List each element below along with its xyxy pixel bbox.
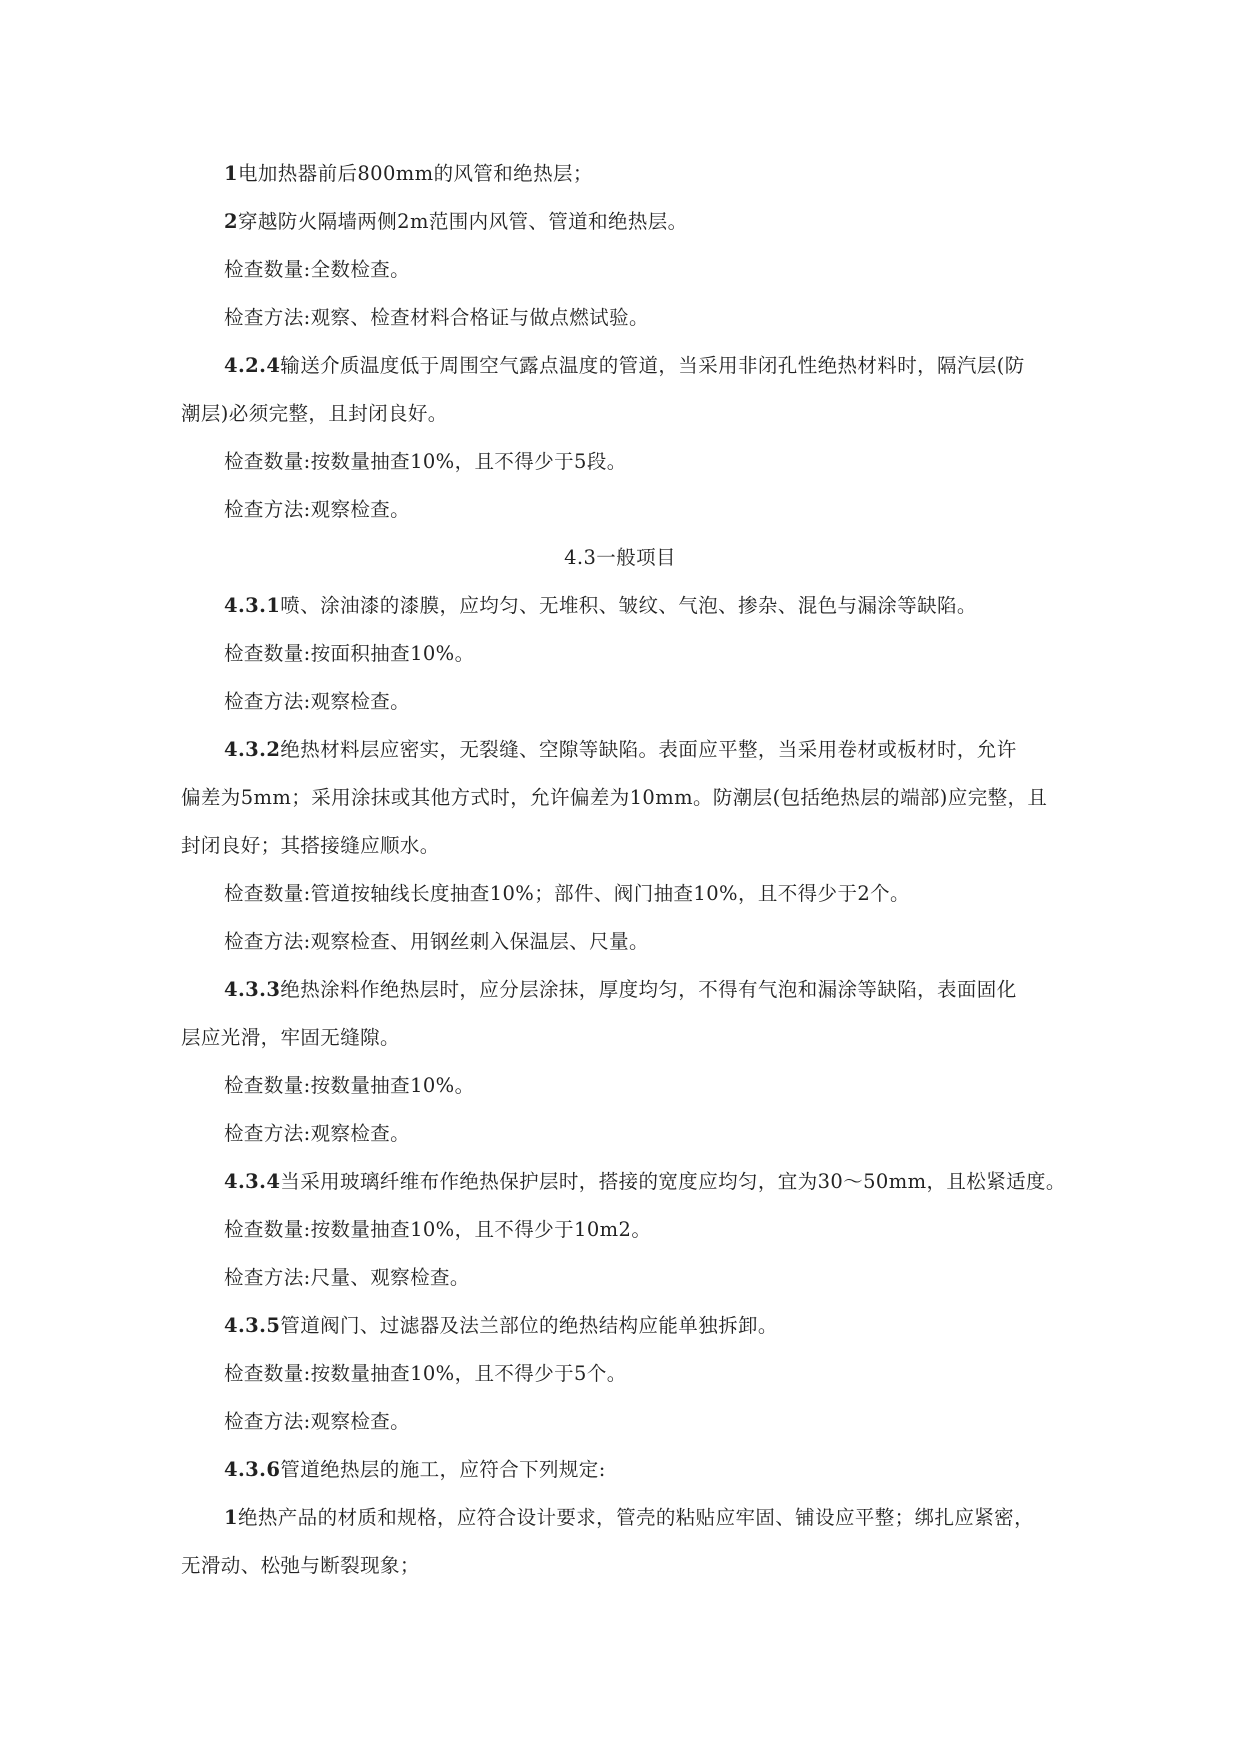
line-text: 绝热涂料作绝热层时，应分层涂抹，厚度均匀，不得有气泡和漏涂等缺陷，表面固化 <box>280 978 1017 1001</box>
text-line <box>224 1506 1034 1530</box>
text-line <box>224 882 910 906</box>
clause-number: 4.3.3 <box>224 978 281 1001</box>
section-title: 一般项目 <box>596 546 676 569</box>
line-text: 检查数量:管道按轴线长度抽查10%；部件、阀门抽查10%，且不得少于2个。 <box>224 882 910 905</box>
line-text: 检查方法:观察检查。 <box>224 690 411 713</box>
line-text: 层应光滑，牢固无缝隙。 <box>181 1026 400 1049</box>
item-number: 1 <box>224 162 238 185</box>
section-heading <box>540 546 700 570</box>
line-text: 潮层)必须完整，且封闭良好。 <box>181 402 448 425</box>
text-line <box>224 306 649 330</box>
clause-heading <box>224 354 1025 378</box>
line-text: 电加热器前后800mm的风管和绝热层； <box>237 162 593 185</box>
text-line <box>181 834 440 858</box>
line-text: 检查数量:按数量抽查10%，且不得少于5个。 <box>224 1362 627 1385</box>
clause-heading <box>224 1170 1066 1194</box>
line-text: 绝热材料层应密实，无裂缝、空隙等缺陷。表面应平整，当采用卷材或板材时，允许 <box>280 738 1017 761</box>
line-text: 检查数量:全数检查。 <box>224 258 411 281</box>
line-text: 检查数量:按数量抽查10%，且不得少于5段。 <box>224 450 627 473</box>
line-text: 偏差为5mm；采用涂抹或其他方式时，允许偏差为10mm。防潮层(包括绝热层的端部)应完整，且 <box>181 786 1048 809</box>
text-line <box>181 1026 400 1050</box>
text-line <box>224 162 593 186</box>
line-text: 检查数量:按数量抽查10%，且不得少于10m2。 <box>224 1218 652 1241</box>
text-line <box>224 1218 651 1242</box>
clause-heading <box>224 738 1017 762</box>
text-line <box>224 258 410 282</box>
text-line <box>224 1362 627 1386</box>
line-text: 检查方法:尺量、观察检查。 <box>224 1266 470 1289</box>
line-text: 管道阀门、过滤器及法兰部位的绝热结构应能单独拆卸。 <box>280 1314 778 1337</box>
clause-number: 4.3.4 <box>224 1170 281 1193</box>
item-number: 2 <box>224 210 238 233</box>
text-line <box>181 1554 420 1578</box>
clause-number: 4.3.1 <box>224 594 281 617</box>
item-number: 1 <box>224 1506 238 1529</box>
text-line <box>224 450 627 474</box>
clause-number: 4.3.2 <box>224 738 281 761</box>
text-line <box>224 1266 470 1290</box>
line-text: 输送介质温度低于周围空气露点温度的管道，当采用非闭孔性绝热材料时，隔汽层(防 <box>280 354 1025 377</box>
line-text: 检查数量:按面积抽查10%。 <box>224 642 475 665</box>
clause-number: 4.3.5 <box>224 1314 281 1337</box>
clause-number: 4.3.6 <box>224 1458 281 1481</box>
text-line <box>224 210 688 234</box>
line-text: 管道绝热层的施工，应符合下列规定: <box>280 1458 606 1481</box>
line-text: 检查方法:观察检查、用钢丝刺入保温层、尺量。 <box>224 930 649 953</box>
line-text: 绝热产品的材质和规格，应符合设计要求，管壳的粘贴应牢固、铺设应平整；绑扎应紧密， <box>237 1506 1034 1529</box>
text-line <box>181 786 1047 810</box>
line-text: 检查方法:观察检查。 <box>224 1410 411 1433</box>
text-line <box>224 690 410 714</box>
clause-heading <box>224 978 1017 1002</box>
line-text: 检查方法:观察检查。 <box>224 1122 411 1145</box>
clause-number: 4.2.4 <box>224 354 281 377</box>
text-line <box>224 498 410 522</box>
line-text: 无滑动、松弛与断裂现象； <box>181 1554 420 1577</box>
text-line <box>181 402 448 426</box>
clause-heading <box>224 1458 606 1482</box>
line-text: 封闭良好；其搭接缝应顺水。 <box>181 834 440 857</box>
line-text: 穿越防火隔墙两侧2m范围内风管、管道和绝热层。 <box>237 210 688 233</box>
line-text: 检查数量:按数量抽查10%。 <box>224 1074 475 1097</box>
text-line <box>224 642 475 666</box>
text-line <box>224 1074 475 1098</box>
text-line <box>224 930 649 954</box>
line-text: 当采用玻璃纤维布作绝热保护层时，搭接的宽度应均匀，宜为30～50mm，且松紧适度。 <box>280 1170 1066 1193</box>
clause-heading <box>224 1314 778 1338</box>
line-text: 喷、涂油漆的漆膜，应均匀、无堆积、皱纹、气泡、掺杂、混色与漏涂等缺陷。 <box>280 594 977 617</box>
text-line <box>224 1410 410 1434</box>
clause-heading <box>224 594 977 618</box>
section-number: 4.3 <box>564 546 597 569</box>
line-text: 检查方法:观察检查。 <box>224 498 411 521</box>
text-line <box>224 1122 410 1146</box>
line-text: 检查方法:观察、检查材料合格证与做点燃试验。 <box>224 306 649 329</box>
